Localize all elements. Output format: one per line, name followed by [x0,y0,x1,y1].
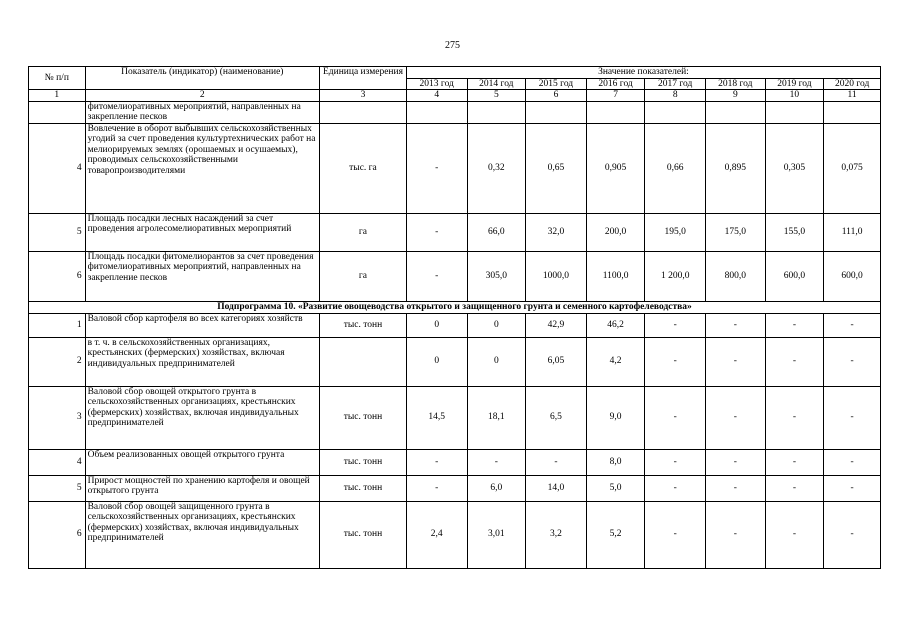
row-value: - [645,386,706,449]
table-row [29,101,881,123]
row-value: 0,895 [706,123,766,213]
row-indicator: в т. ч. в сельскохозяйственных организациях, крестьянских (фермерских) хозяйствах, включая индивидуальных предпринимателей [85,337,319,386]
row-indicator: Вовлечение в оборот выбывших сельскохозяйственных угодий за счет проведения культуртехнических работ на мелиорируемых землях (орошаемых и осушаемых), проводимых сельскохозяйственными товаропроизводителями [85,123,319,213]
header-year: 2019 год [765,78,824,90]
table-row [29,449,881,475]
header-index: 6 [526,90,587,102]
row-unit [320,101,407,123]
row-value: 14,5 [406,386,467,449]
row-num: 5 [29,475,86,501]
row-value: 9,0 [586,386,645,449]
row-value: - [765,475,824,501]
header-year: 2018 год [706,78,766,90]
row-value: 6,05 [526,337,587,386]
header-index: 1 [29,90,86,102]
row-value: 0,32 [467,123,526,213]
row-value: - [645,337,706,386]
row-value: 18,1 [467,386,526,449]
row-num: 6 [29,251,86,301]
row-value: - [824,475,881,501]
row-value [645,101,706,123]
row-value: - [824,337,881,386]
row-value: - [765,313,824,337]
row-value [526,101,587,123]
row-indicator: Объем реализованных овощей открытого грунта [85,449,319,475]
header-index: 10 [765,90,824,102]
header-year: 2020 год [824,78,881,90]
header-index: 8 [645,90,706,102]
header-index: 9 [706,90,766,102]
row-indicator: Валовой сбор картофеля во всех категориях хозяйств [85,313,319,337]
row-value: 111,0 [824,213,881,251]
row-unit: тыс. тонн [320,313,407,337]
row-value: 0 [406,313,467,337]
row-value: 4,2 [586,337,645,386]
header-index: 2 [85,90,319,102]
row-value: 0 [467,313,526,337]
section-title: Подпрограмма 10. «Развитие овощеводства открытого и защищенного грунта и семенного картофелеводства» [29,301,881,313]
row-value: - [526,449,587,475]
row-unit: га [320,251,407,301]
row-value: - [406,449,467,475]
row-value: - [824,449,881,475]
header-year: 2014 год [467,78,526,90]
row-value: - [765,501,824,568]
row-value: - [824,386,881,449]
row-value: 46,2 [586,313,645,337]
row-unit [320,337,407,386]
header-index: 3 [320,90,407,102]
header-index: 11 [824,90,881,102]
row-value: 6,0 [467,475,526,501]
page-number: 275 [445,40,460,51]
row-value: - [645,313,706,337]
row-value: 0,075 [824,123,881,213]
row-value: - [706,337,766,386]
row-value: - [824,313,881,337]
row-unit: тыс. га [320,123,407,213]
row-num: 4 [29,449,86,475]
row-value: 0,66 [645,123,706,213]
table-row [29,386,881,449]
row-indicator: фитомелиоративных мероприятий, направленных на закрепление песков [85,101,319,123]
row-unit: тыс. тонн [320,501,407,568]
table-row [29,123,881,213]
row-value: 5,2 [586,501,645,568]
row-value [824,101,881,123]
row-value: 32,0 [526,213,587,251]
header-values: Значение показателей: [406,67,880,79]
table-body-b [29,313,881,568]
row-value: 1000,0 [526,251,587,301]
row-value [706,101,766,123]
row-value: - [706,386,766,449]
row-num [29,101,86,123]
row-value: - [706,449,766,475]
row-value: 800,0 [706,251,766,301]
header-index-row [29,90,881,102]
header-year: 2015 год [526,78,587,90]
row-value: 175,0 [706,213,766,251]
row-value [467,101,526,123]
header-unit: Единица измерения [320,67,407,90]
row-value [765,101,824,123]
row-value: 3,2 [526,501,587,568]
row-value: - [706,475,766,501]
row-value: 5,0 [586,475,645,501]
section-row [29,301,881,313]
row-value: 0 [467,337,526,386]
row-unit: га [320,213,407,251]
row-indicator: Валовой сбор овощей открытого грунта в сельскохозяйственных организациях, крестьянских (фермерских) хозяйствах, включая индивидуальных предпринимателей [85,386,319,449]
row-indicator: Валовой сбор овощей защищенного грунта в сельскохозяйственных организациях, крестьянских (фермерских) хозяйствах, включая индивидуальных предпринимателей [85,501,319,568]
table-row [29,313,881,337]
row-value: 42,9 [526,313,587,337]
row-value: 0,905 [586,123,645,213]
table-row [29,475,881,501]
row-value: 600,0 [824,251,881,301]
row-value: 200,0 [586,213,645,251]
header-indicator: Показатель (индикатор) (наименование) [85,67,319,90]
row-value: - [765,337,824,386]
row-value: 6,5 [526,386,587,449]
row-value: 2,4 [406,501,467,568]
header-year: 2016 год [586,78,645,90]
row-value: - [467,449,526,475]
row-value: - [406,251,467,301]
table-row [29,337,881,386]
header-num: № п/п [29,67,86,90]
header-index: 4 [406,90,467,102]
row-indicator: Площадь посадки лесных насаждений за счет проведения агролесомелиоративных мероприятий [85,213,319,251]
row-value: - [706,501,766,568]
table-row [29,501,881,568]
table-row [29,251,881,301]
row-value: 8,0 [586,449,645,475]
header-index: 5 [467,90,526,102]
row-unit: тыс. тонн [320,449,407,475]
row-value [406,101,467,123]
row-value: - [645,449,706,475]
indicators-table [28,66,881,569]
row-num: 5 [29,213,86,251]
row-value: - [765,386,824,449]
row-num: 2 [29,337,86,386]
row-unit: тыс. тонн [320,386,407,449]
row-value: 305,0 [467,251,526,301]
header-index: 7 [586,90,645,102]
row-num: 1 [29,313,86,337]
row-value: 0,65 [526,123,587,213]
row-value: 14,0 [526,475,587,501]
header-year: 2013 год [406,78,467,90]
row-value: 1 200,0 [645,251,706,301]
row-value: 195,0 [645,213,706,251]
row-value: - [824,501,881,568]
row-value: 66,0 [467,213,526,251]
row-value: - [406,475,467,501]
row-value: - [706,313,766,337]
row-value: 1100,0 [586,251,645,301]
row-value: - [645,475,706,501]
row-value: 155,0 [765,213,824,251]
row-indicator: Площадь посадки фитомелиорантов за счет проведения фитомелиоративных мероприятий, направленных на закрепление песков [85,251,319,301]
row-value: - [765,449,824,475]
row-num: 3 [29,386,86,449]
row-num: 6 [29,501,86,568]
row-value: 3,01 [467,501,526,568]
row-num: 4 [29,123,86,213]
row-value: - [406,123,467,213]
row-value: 0,305 [765,123,824,213]
row-value: 600,0 [765,251,824,301]
row-indicator: Прирост мощностей по хранению картофеля и овощей открытого грунта [85,475,319,501]
header-year: 2017 год [645,78,706,90]
row-value: - [406,213,467,251]
row-value: 0 [406,337,467,386]
table-row [29,213,881,251]
row-value [586,101,645,123]
row-value: - [645,501,706,568]
row-unit: тыс. тонн [320,475,407,501]
table-body-a [29,101,881,301]
